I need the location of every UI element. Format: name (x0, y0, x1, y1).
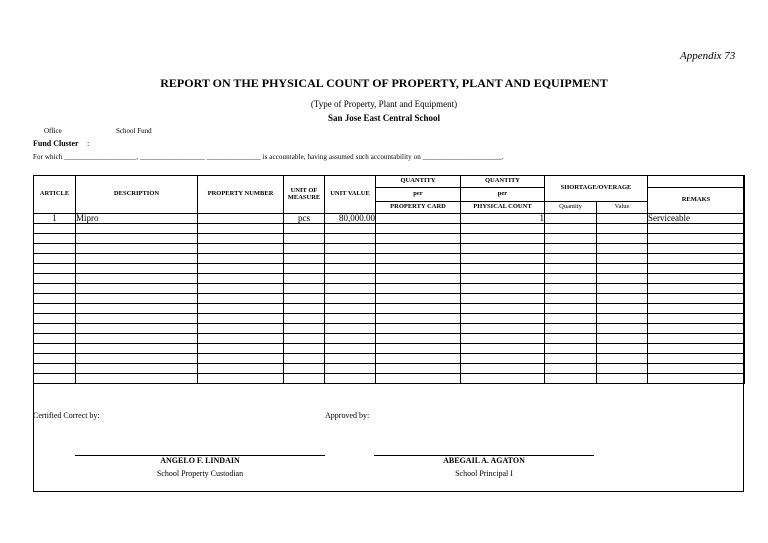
table-cell (597, 284, 648, 294)
table-cell (325, 334, 376, 344)
row1-unit: pcs (284, 214, 325, 224)
table-cell (376, 234, 461, 244)
table-cell (597, 254, 648, 264)
col-header-remarks: REMAKS (648, 188, 745, 214)
table-cell (461, 224, 545, 234)
table-cell (76, 274, 198, 284)
table-cell (284, 304, 325, 314)
table-cell (376, 344, 461, 354)
table-cell (648, 234, 745, 244)
table-cell (597, 224, 648, 234)
row1-remarks: Serviceable (648, 214, 745, 224)
table-cell (34, 314, 76, 324)
table-cell (461, 324, 545, 334)
fund-cluster-label: Fund Cluster (33, 139, 79, 148)
table-cell (545, 294, 597, 304)
principal-title: School Principal I (455, 469, 513, 478)
table-cell (34, 294, 76, 304)
table-cell (198, 344, 284, 354)
table-cell (461, 304, 545, 314)
report-subtitle: (Type of Property, Plant and Equipment) (310, 99, 458, 109)
shortage-value-header: Value (597, 202, 648, 214)
table-cell (198, 334, 284, 344)
table-cell (198, 314, 284, 324)
qty-card-header-2: per (376, 188, 461, 202)
school-name: San Jose East Central School (327, 113, 440, 123)
table-cell (325, 284, 376, 294)
table-row (34, 234, 745, 244)
table-cell (597, 274, 648, 284)
table-cell (545, 324, 597, 334)
unit-measure-line2: MEASURE (287, 193, 321, 201)
table-cell (648, 344, 745, 354)
table-cell (597, 244, 648, 254)
table-cell (76, 334, 198, 344)
table-cell (461, 344, 545, 354)
table-cell (461, 364, 545, 374)
table-cell (325, 254, 376, 264)
table-cell (325, 294, 376, 304)
table-cell (545, 284, 597, 294)
table-cell (597, 264, 648, 274)
table-cell (325, 304, 376, 314)
table-row (34, 244, 745, 254)
row1-description: Mipro (76, 214, 198, 224)
table-cell (284, 374, 325, 384)
office-label: Office (44, 127, 62, 135)
table-row (34, 364, 745, 374)
table-cell (198, 274, 284, 284)
table-cell (597, 314, 648, 324)
table-cell (597, 344, 648, 354)
table-cell (376, 364, 461, 374)
table-cell (198, 364, 284, 374)
table-cell (76, 324, 198, 334)
table-cell (325, 244, 376, 254)
custodian-name: ANGELO F. LINDAIN (160, 456, 240, 465)
approved-by-label: Approved by: (325, 411, 370, 420)
table-cell (545, 364, 597, 374)
table-cell (461, 334, 545, 344)
table-cell (34, 264, 76, 274)
table-cell (34, 364, 76, 374)
table-cell (34, 224, 76, 234)
table-cell (325, 374, 376, 384)
table-cell (461, 294, 545, 304)
table-cell (34, 344, 76, 354)
qty-phys-header-1: QUANTITY (461, 176, 545, 188)
property-count-table (33, 175, 745, 384)
table-cell (545, 224, 597, 234)
qty-card-header-1: QUANTITY (376, 176, 461, 188)
table-cell (325, 324, 376, 334)
qty-card-header-3: PROPERTY CARD (376, 202, 461, 214)
table-cell (648, 354, 745, 364)
table-cell (325, 224, 376, 234)
table-cell (284, 314, 325, 324)
table-cell (284, 364, 325, 374)
table-row (34, 264, 745, 274)
table-cell (198, 354, 284, 364)
table-cell (76, 284, 198, 294)
table-row (34, 314, 745, 324)
table-cell (597, 234, 648, 244)
table-cell (34, 254, 76, 264)
table-cell (597, 304, 648, 314)
table-row (34, 304, 745, 314)
table-cell (325, 234, 376, 244)
table-cell (376, 294, 461, 304)
col-header-unit-of-measure (284, 176, 325, 214)
table-cell (34, 244, 76, 254)
table-cell (648, 264, 745, 274)
table-cell (325, 364, 376, 374)
table-cell (284, 274, 325, 284)
table-cell (376, 304, 461, 314)
table-cell (545, 314, 597, 324)
table-cell (76, 264, 198, 274)
row1-property-number (198, 214, 284, 224)
table-cell (597, 294, 648, 304)
table-row (34, 254, 745, 264)
col-header-article: ARTICLE (34, 176, 76, 214)
row1-shortage-qty (545, 214, 597, 224)
table-cell (648, 244, 745, 254)
table-row (34, 334, 745, 344)
table-cell (76, 304, 198, 314)
table-cell (648, 314, 745, 324)
table-cell (461, 264, 545, 274)
col-header-property-number: PROPERTY NUMBER (198, 176, 284, 214)
fund-cluster-colon: : (87, 139, 90, 148)
qty-phys-header-2: per (461, 188, 545, 202)
table-cell (376, 284, 461, 294)
table-cell (545, 344, 597, 354)
table-cell (34, 234, 76, 244)
accountability-statement: For which ____________________, __________________ _______________ is accountable, having assumed such accountability on ______________________. (33, 153, 504, 161)
table-cell (198, 224, 284, 234)
table-row (34, 224, 745, 234)
table-row (34, 324, 745, 334)
table-cell (648, 224, 745, 234)
table-cell (461, 314, 545, 324)
principal-name: ABEGAIL A. AGATON (443, 456, 525, 465)
table-cell (648, 324, 745, 334)
table-cell (648, 334, 745, 344)
table-cell (376, 274, 461, 284)
table-cell (34, 374, 76, 384)
table-cell (76, 294, 198, 304)
table-cell (545, 274, 597, 284)
table-cell (198, 244, 284, 254)
table-cell (198, 284, 284, 294)
table-cell (597, 354, 648, 364)
table-cell (34, 284, 76, 294)
appendix-number: Appendix 73 (680, 50, 736, 62)
col-header-shortage-overage: SHORTAGE/OVERAGE (545, 176, 648, 202)
qty-phys-header-3: PHYSICAL COUNT (461, 202, 545, 214)
col-header-description: DESCRIPTION (76, 176, 198, 214)
table-cell (325, 274, 376, 284)
table-cell (461, 274, 545, 284)
table-cell (597, 324, 648, 334)
table-cell (198, 304, 284, 314)
table-cell (461, 284, 545, 294)
table-cell (461, 244, 545, 254)
table-cell (76, 354, 198, 364)
table-cell (34, 354, 76, 364)
table-cell (284, 234, 325, 244)
table-cell (461, 234, 545, 244)
table-cell (376, 254, 461, 264)
table-cell (376, 244, 461, 254)
table-cell (545, 334, 597, 344)
office-value: School Fund (116, 127, 152, 135)
row1-qty-physical: 1 (461, 214, 545, 224)
row1-shortage-value (597, 214, 648, 224)
table-cell (648, 274, 745, 284)
table-cell (198, 234, 284, 244)
table-cell (76, 254, 198, 264)
certified-correct-label: Certified Correct by: (33, 411, 100, 420)
table-cell (284, 294, 325, 304)
table-cell (34, 274, 76, 284)
table-cell (648, 374, 745, 384)
table-cell (545, 234, 597, 244)
table-cell (325, 264, 376, 274)
table-cell (198, 374, 284, 384)
table-cell (76, 374, 198, 384)
table-cell (284, 254, 325, 264)
table-cell (284, 324, 325, 334)
table-cell (284, 334, 325, 344)
table-cell (545, 304, 597, 314)
table-row (34, 294, 745, 304)
report-title: REPORT ON THE PHYSICAL COUNT OF PROPERTY, PLANT AND EQUIPMENT (160, 76, 608, 90)
table-cell (325, 314, 376, 324)
table-cell (76, 234, 198, 244)
table-row (34, 214, 745, 224)
table-cell (198, 254, 284, 264)
table-cell (376, 264, 461, 274)
table-cell (648, 254, 745, 264)
table-cell (34, 334, 76, 344)
table-cell (648, 304, 745, 314)
table-cell (597, 364, 648, 374)
table-row (34, 344, 745, 354)
table-row (34, 374, 745, 384)
table-cell (198, 324, 284, 334)
table-cell (376, 334, 461, 344)
empty-rows (34, 224, 745, 384)
table-cell (284, 284, 325, 294)
table-cell (376, 224, 461, 234)
table-cell (76, 344, 198, 354)
table-cell (376, 314, 461, 324)
table-row (34, 354, 745, 364)
table-row (34, 284, 745, 294)
table-cell (325, 344, 376, 354)
remarks-header-blank (648, 176, 745, 188)
table-cell (648, 284, 745, 294)
table-cell (198, 294, 284, 304)
header-row-top (34, 176, 745, 188)
col-header-unit-value: UNIT VALUE (325, 176, 376, 214)
table-cell (461, 374, 545, 384)
table-cell (284, 244, 325, 254)
table-cell (545, 354, 597, 364)
table-cell (198, 264, 284, 274)
table-cell (284, 344, 325, 354)
table-cell (325, 354, 376, 364)
table-cell (461, 354, 545, 364)
row1-unit-value: 80,000.00 (325, 214, 376, 224)
table-cell (284, 264, 325, 274)
table-cell (545, 254, 597, 264)
table-cell (34, 304, 76, 314)
table-cell (284, 224, 325, 234)
table-cell (648, 294, 745, 304)
table-cell (545, 374, 597, 384)
unit-measure-line1: UNIT OF (290, 187, 318, 194)
row1-qty-card (376, 214, 461, 224)
table-cell (376, 324, 461, 334)
table-cell (376, 354, 461, 364)
table-cell (597, 374, 648, 384)
table-cell (76, 224, 198, 234)
table-cell (76, 364, 198, 374)
table-cell (76, 314, 198, 324)
table-cell (597, 334, 648, 344)
table-row (34, 274, 745, 284)
table-cell (284, 354, 325, 364)
table-cell (461, 254, 545, 264)
table-cell (545, 244, 597, 254)
table-cell (76, 244, 198, 254)
table-cell (545, 264, 597, 274)
custodian-title: School Property Custodian (156, 469, 244, 478)
table-cell (376, 374, 461, 384)
table-cell (34, 324, 76, 334)
table-cell (648, 364, 745, 374)
row1-article: 1 (34, 214, 76, 224)
shortage-quantity-header: Quantity (545, 202, 597, 214)
